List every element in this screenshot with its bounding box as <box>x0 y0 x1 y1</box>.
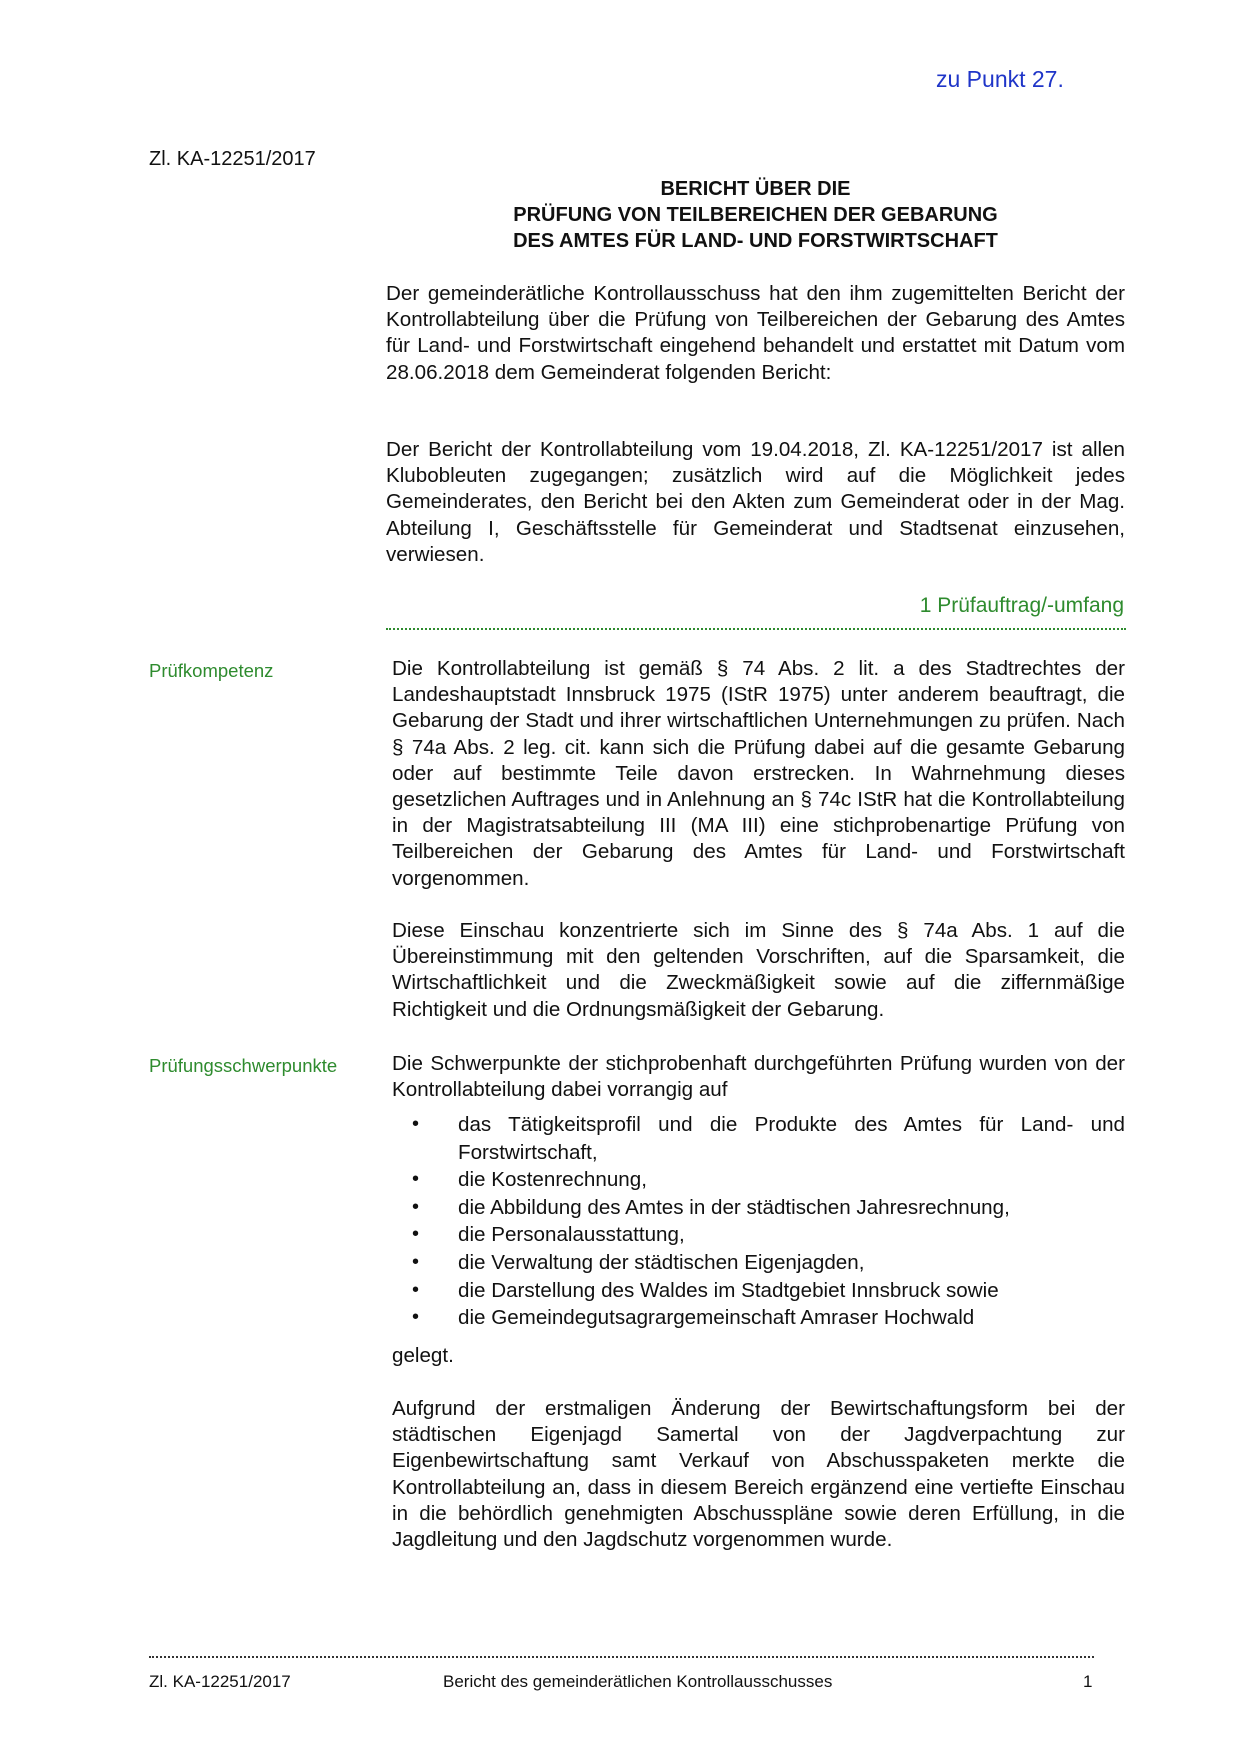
side-label-competence: Prüfkompetenz <box>149 660 274 681</box>
bullet-icon: • <box>412 1113 420 1135</box>
title-line: DES AMTES FÜR LAND- UND FORSTWIRTSCHAFT <box>513 230 998 252</box>
top-note: zu Punkt 27. <box>936 66 1064 92</box>
reference-number: Zl. KA-12251/2017 <box>149 148 316 170</box>
competence-paragraph: Diese Einschau konzentrierte sich im Sinne des § 74a Abs. 1 auf die Übereinstimmung mit den geltenden Vorschriften, auf die Sparsamkeit, die Wirtschaftlichkeit und die Zweckmäßigkeit sowie auf die ziffernmäßige Richtigkeit und die Ordnungsmäßigkeit der Gebarung. <box>392 919 1125 1021</box>
bullet-icon: • <box>412 1306 420 1329</box>
competence-paragraph: Die Kontrollabteilung ist gemäß § 74 Abs. 2 lit. a des Stadtrechtes der Landeshauptstadt Innsbruck 1975 (IStR 1975) unter anderem beauftragt, die Gebarung der Stadt und ihrer wirtschaftlichen Unternehmungen zu prüfen. Nach § 74a Abs. 2 leg. cit. kann sich die Prüfung dabei auf die gesamte Gebarung oder auf bestimmte Teile davon erstrecken. In Wahrnehmung dieses gesetzlichen Auftrages und in Anlehnung an § 74c IStR hat die Kontrollabteilung in der Magistratsabteilung III (MA III) eine stichprobenartige Prüfung von Teilbereichen der Gebarung des Amtes für Land- und Forstwirtschaft vorgenommen. <box>392 657 1125 890</box>
bullet-icon: • <box>412 1223 420 1246</box>
list-item-text: die Darstellung des Waldes im Stadtgebiet Innsbruck sowie <box>458 1278 999 1302</box>
intro-paragraph: Der Bericht der Kontrollabteilung vom 19.04.2018, Zl. KA-12251/2017 ist allen Klubobleuten zugegangen; zusätzlich wird auf die Möglichkeit jedes Gemeinderates, den Bericht bei den Akten zum Gemeinderat oder in der Mag. Abteilung I, Geschäftsstelle für Gemeinderat und Stadtsenat einzusehen, verwiesen. <box>386 438 1125 566</box>
footer-title: Bericht des gemeinderätlichen Kontrollausschusses <box>443 1672 833 1691</box>
focus-list <box>392 1111 1125 1332</box>
title-line: PRÜFUNG VON TEILBEREICHEN DER GEBARUNG <box>513 204 998 226</box>
bullet-icon: • <box>412 1278 420 1301</box>
list-item <box>392 1194 1125 1222</box>
list-item <box>392 1111 1125 1166</box>
focus-outro: gelegt. <box>392 1344 454 1367</box>
list-item-text: die Verwaltung der städtischen Eigenjagden, <box>458 1250 865 1274</box>
page-number: 1 <box>1083 1672 1093 1691</box>
footer-reference: Zl. KA-12251/2017 <box>149 1672 291 1691</box>
list-item-text: das Tätigkeitsprofil und die Produkte des Amtes für Land- und Forstwirtschaft, <box>458 1113 1125 1164</box>
intro-paragraph: Der gemeinderätliche Kontrollausschuss hat den ihm zugemittelten Bericht der Kontrollabteilung über die Prüfung von Teilbereichen der Gebarung des Amtes für Land- und Forstwirtschaft eingehend behandelt und erstattet mit Datum vom 28.06.2018 dem Gemeinderat folgenden Bericht: <box>386 282 1125 384</box>
section-divider <box>386 628 1126 630</box>
list-item <box>392 1221 1125 1249</box>
focus-intro-paragraph: Die Schwerpunkte der stichprobenhaft durchgeführten Prüfung wurden von der Kontrollabteilung dabei vorrangig auf <box>392 1052 1125 1102</box>
list-item <box>392 1304 1125 1332</box>
list-item-text: die Personalausstattung, <box>458 1223 685 1247</box>
list-item <box>392 1166 1125 1194</box>
title-line: BERICHT ÜBER DIE <box>660 178 851 200</box>
list-item <box>392 1249 1125 1277</box>
bullet-icon: • <box>412 1195 420 1218</box>
bullet-icon: • <box>412 1250 420 1273</box>
list-item-text: die Kostenrechnung, <box>458 1168 647 1192</box>
section-heading: 1 Prüfauftrag/-umfang <box>919 594 1124 617</box>
report-title <box>386 176 1125 254</box>
list-item-text: die Gemeindegutsagrargemeinschaft Amraser Hochwald <box>458 1306 975 1330</box>
bullet-icon: • <box>412 1168 420 1191</box>
list-item-text: die Abbildung des Amtes in der städtischen Jahresrechnung, <box>458 1195 1010 1219</box>
side-label-focus: Prüfungsschwerpunkte <box>149 1055 338 1076</box>
focus-extra-paragraph: Aufgrund der erstmaligen Änderung der Bewirtschaftungsform bei der städtischen Eigenjagd Samertal von der Jagdverpachtung zur Eigenbewirtschaftung samt Verkauf von Abschusspaketen merkte die Kontrollabteilung an, dass in diesem Bereich ergänzend eine vertiefte Einschau in die behördlich genehmigten Abschusspläne sowie deren Erfüllung, in die Jagdleitung und den Jagdschutz vorgenommen wurde. <box>392 1397 1125 1552</box>
list-item <box>392 1277 1125 1305</box>
footer-divider <box>149 1656 1094 1658</box>
